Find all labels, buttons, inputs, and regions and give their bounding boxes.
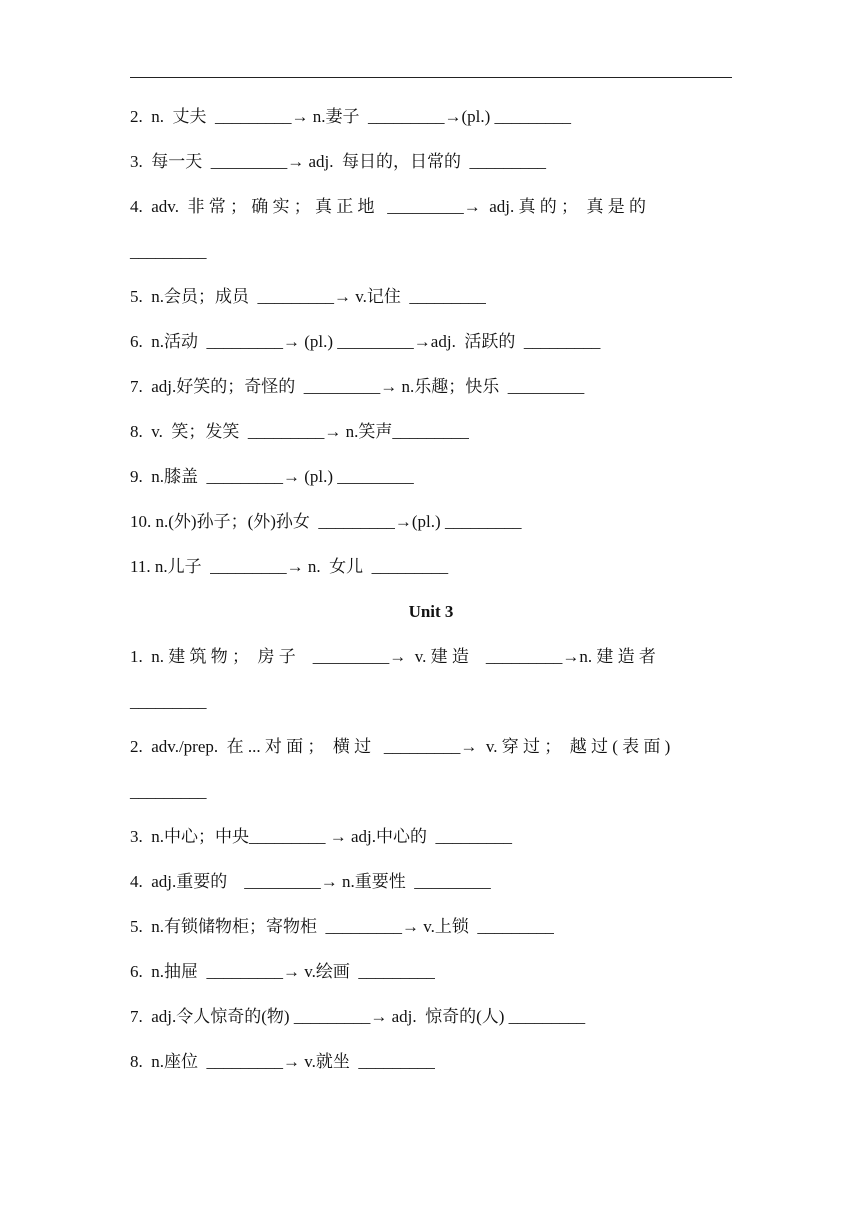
list-item-continuation: _________ xyxy=(130,782,207,801)
list-item: 8. n.座位 _________→ v.就坐 _________ xyxy=(130,1052,435,1071)
list-item: 3. n.中心；中央_________ → adj.中心的 _________ xyxy=(130,827,513,846)
list-item: 2. n. 丈夫 _________→ n.妻子 _________→(pl.) _________ xyxy=(130,107,572,126)
list-item: 7. adj.令人惊奇的(物) _________→ adj. 惊奇的(人) _________ xyxy=(130,1007,586,1026)
list-item: 7. adj.好笑的；奇怪的 _________→ n.乐趣；快乐 _________ xyxy=(130,377,585,396)
list-item: 9. n.膝盖 _________→ (pl.) _________ xyxy=(130,467,414,486)
list-item: 6. n.活动 _________→ (pl.) _________→adj. 活跃的 _________ xyxy=(130,332,601,351)
list-item: 4. adj.重要的 _________→ n.重要性 _________ xyxy=(130,872,491,891)
header-rule xyxy=(130,77,732,78)
list-item: 5. n.会员；成员 _________→ v.记住 _________ xyxy=(130,287,486,306)
section-heading: Unit 3 xyxy=(408,602,454,621)
list-item: 3. 每一天 _________→ adj. 每日的，日常的 _________ xyxy=(130,152,547,171)
list-item-continuation: _________ xyxy=(130,692,207,711)
list-item: 8. v. 笑；发笑 _________→ n.笑声_________ xyxy=(130,422,469,441)
list-item: 11. n.儿子 _________→ n. 女儿 _________ xyxy=(130,557,449,576)
list-item: 5. n.有锁储物柜；寄物柜 _________→ v.上锁 _________ xyxy=(130,917,554,936)
list-item: 4. adv. 非 常 ； 确 实 ； 真 正 地 _________→ adj. 真 的 ； 真 是 的 xyxy=(130,197,646,216)
list-item-continuation: _________ xyxy=(130,242,207,261)
list-item: 6. n.抽屉 _________→ v.绘画 _________ xyxy=(130,962,435,981)
list-item: 10. n.(外)孙子；(外)孙女 _________→(pl.) _________ xyxy=(130,512,522,531)
list-item: 2. adv./prep. 在 ... 对 面 ； 横 过 _________→ v. 穿 过 ； 越 过 ( 表 面 ) xyxy=(130,737,671,756)
worksheet-content xyxy=(130,106,732,1073)
list-item: 1. n. 建 筑 物 ； 房 子 _________→ v. 建 造 _________→n. 建 造 者 xyxy=(130,647,656,666)
